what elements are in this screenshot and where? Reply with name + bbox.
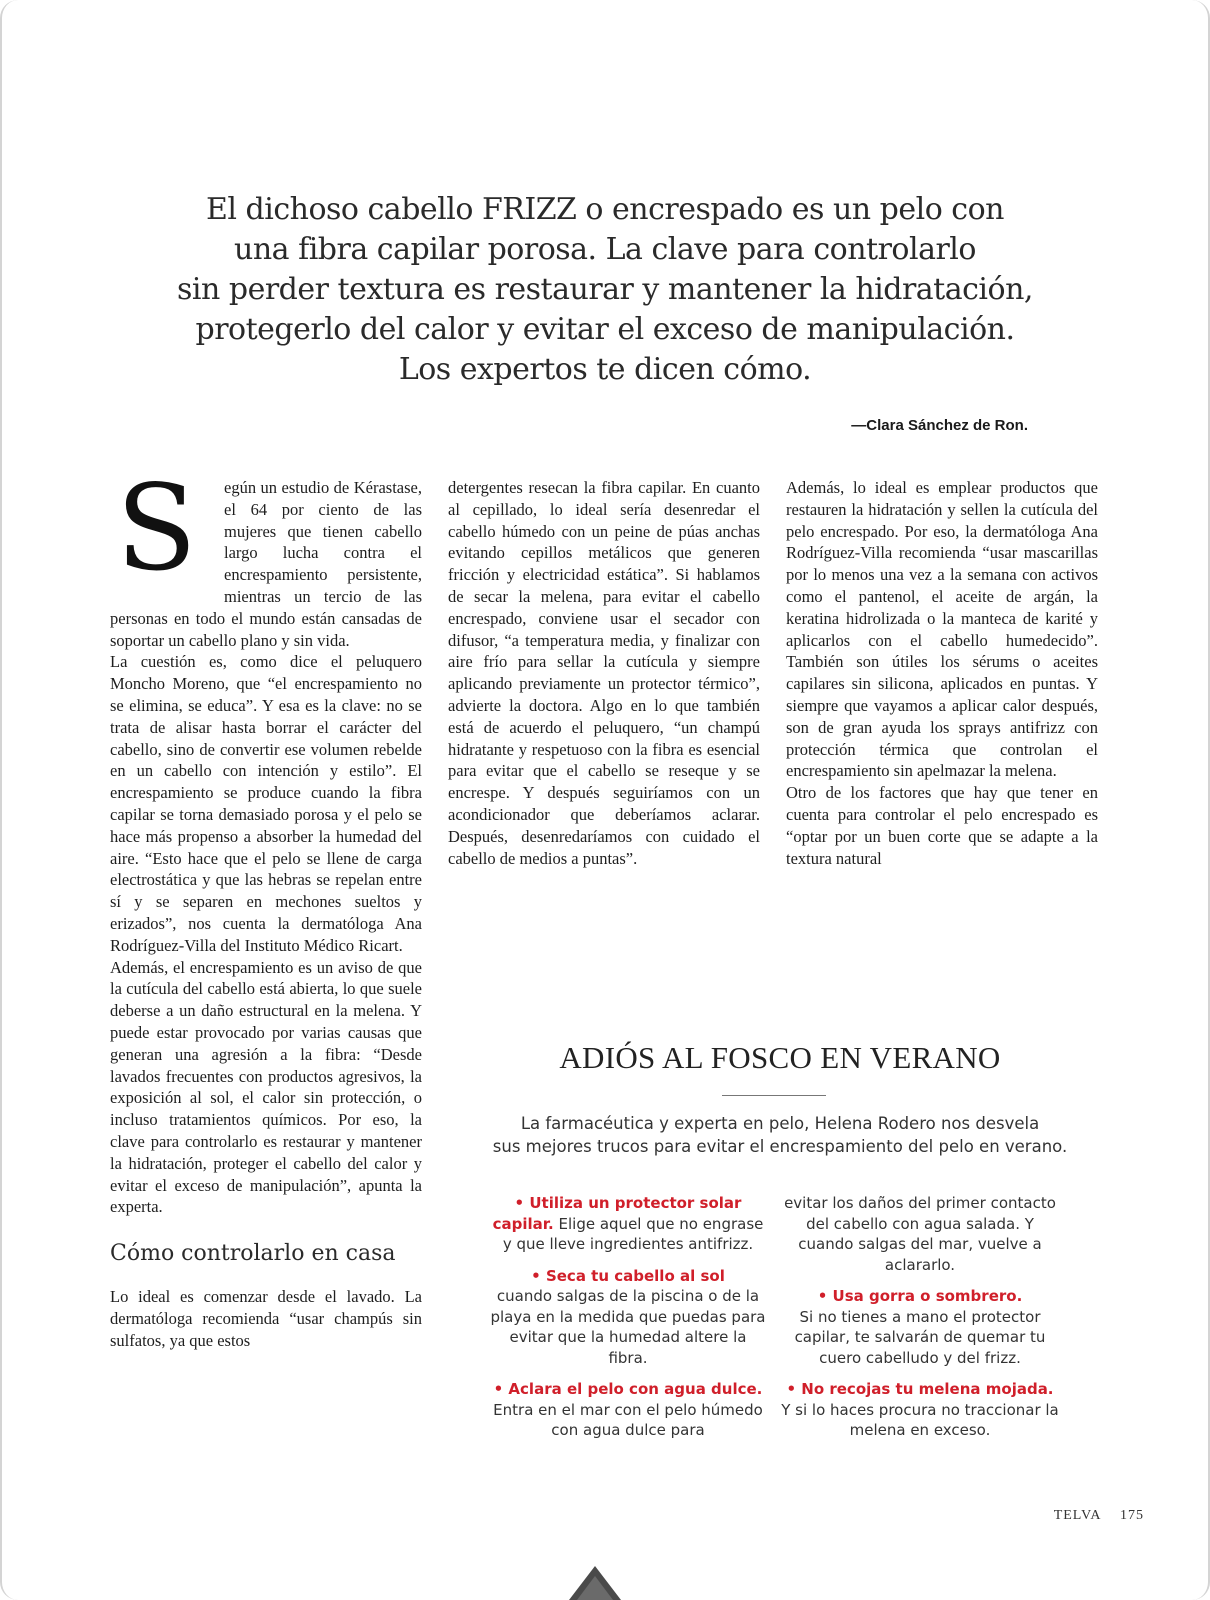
tip-item	[488, 1379, 768, 1441]
article-paragraph	[110, 459, 422, 651]
tip-heading: • Utiliza un protector solar capilar.	[492, 1194, 742, 1233]
tips-column-left	[488, 1193, 768, 1452]
tips-column-right	[780, 1193, 1060, 1452]
article-paragraph: Además, el encrespamiento es un aviso de que la cutícula del cabello está abierta, lo que suele deberse a un daño estructural en la melena. Y puede estar provocado por varias causas que generan una agresión a la fibra: “Desde lavados frecuentes con productos agresivos, la exposición al sol, el calor sin protección, o incluso tratamientos químicos. Por eso, la clave para controlarlo es restaurar y mantener la hidratación, proteger el cabello del calor y evitar el exceso de manipulación”, apunta la experta.	[110, 957, 422, 1217]
intro-line: una fibra capilar porosa. La clave para controlarlo	[234, 232, 976, 267]
page-footer	[1054, 1508, 1144, 1524]
tip-body: Si no tienes a mano el protector capilar, te salvarán de quemar tu cuero cabelludo y del frizz.	[794, 1307, 1046, 1367]
tip-body: Y si lo haces procura no traccionar la melena en exceso.	[781, 1400, 1059, 1439]
paragraph-text: egún un estudio de Kérastase, el 64 por ciento de las mujeres que tienen cabello largo lucha contra el encrespamiento persistente, mientras un tercio de las personas en todo el mundo están cansadas de soportar un cabello plano y sin vida.	[110, 478, 422, 650]
intro-line: sin perder textura es restaurar y mantener la hidratación,	[177, 272, 1033, 307]
tip-body: cuando salgas de la piscina o de la playa en la medida que puedas para evitar que la humedad altere la fibra.	[490, 1287, 766, 1367]
tip-item	[780, 1286, 1060, 1368]
intro-line: El dichoso cabello FRIZZ o encrespado es un pelo con	[206, 192, 1004, 227]
tip-heading: • Usa gorra o sombrero.	[817, 1287, 1023, 1305]
tip-body: Entra en el mar con el pelo húmedo con agua dulce para	[493, 1400, 763, 1439]
title-divider	[722, 1095, 826, 1096]
tip-item	[780, 1379, 1060, 1441]
tip-item	[488, 1193, 768, 1255]
sidebar-box-title: ADIÓS AL FOSCO EN VERANO	[559, 1040, 1001, 1075]
magazine-name: TELVA	[1053, 1508, 1102, 1523]
drop-cap: S	[116, 459, 197, 597]
sidebar-box-intro	[490, 1112, 1070, 1158]
up-arrow-icon[interactable]	[565, 1560, 625, 1600]
tip-body: evitar los daños del primer contacto del cabello con agua salada. Y cuando salgas del mar, vuelve a aclararlo.	[784, 1194, 1056, 1274]
tip-heading: • Seca tu cabello al sol	[531, 1266, 725, 1285]
intro-paragraph	[150, 190, 1060, 390]
article-column-1	[110, 459, 422, 1351]
intro-line: protegerlo del calor y evitar el exceso de manipulación.	[195, 312, 1015, 347]
intro-line: La farmacéutica y experta en pelo, Helena Rodero nos desvela	[520, 1114, 1040, 1133]
page-number: 175	[1120, 1508, 1144, 1523]
author-byline: —Clara Sánchez de Ron.	[851, 417, 1028, 434]
article-paragraph: La cuestión es, como dice el peluquero Moncho Moreno, que “el encrespamiento no se elimina, se educa”. Y esa es la clave: no se trata de alisar hasta borrar el carácter del cabello, sino de convertir ese volumen rebelde en un cabello con intención y estilo”. El encrespamiento se produce cuando la fibra capilar se torna demasiado porosa y el pelo se hace más propenso a absorber la humedad del aire. “Esto hace que el pelo se llene de carga electrostática y que las hebras se repelan entre sí y se separen en mechones sueltos y erizados”, nos cuenta la dermatóloga Ana Rodríguez-Villa del Instituto Médico Ricart.	[110, 652, 422, 955]
tip-heading: • Aclara el pelo con agua dulce.	[493, 1380, 763, 1398]
intro-line: sus mejores trucos para evitar el encrespamiento del pelo en verano.	[492, 1137, 1068, 1156]
tip-heading: • No recojas tu melena mojada.	[786, 1380, 1054, 1398]
section-subheading: Cómo controlarlo en casa	[110, 1241, 396, 1267]
article-paragraph: Otro de los factores que hay que tener en cuenta para controlar el pelo encrespado es “optar por un buen corte que se adapte a la textura natural	[786, 783, 1098, 868]
article-paragraph: detergentes resecan la fibra capilar. En cuanto al cepillado, lo ideal sería desenredar el cabello húmedo con un peine de púas anchas evitando cepillos metálicos que generen fricción y electricidad estática”. Si hablamos de secar la melena, para evitar el cabello encrespado, conviene usar el secador con difusor, “a temperatura media, y finalizar con aire frío para sellar la cutícula y siempre aplicando previamente un protector térmico”, advierte la doctora. Algo en lo que también está de acuerdo el peluquero, “un champú hidratante y respetuoso con la fibra es esencial para evitar que el cabello se reseque y se encrespe. Y después seguiríamos con un acondicionador que deberíamos aclarar. Después, desenredaríamos con cuidado el cabello de medios a puntas”.	[448, 478, 760, 868]
article-paragraph: Lo ideal es comenzar desde el lavado. La dermatóloga recomienda “usar champús sin sulfatos, ya que estos	[110, 1287, 422, 1350]
article-column-3	[786, 477, 1098, 869]
article-paragraph: Además, lo ideal es emplear productos que restauren la hidratación y sellen la cutícula del pelo encrespado. Por eso, la dermatóloga Ana Rodríguez-Villa recomienda “usar mascarillas por lo menos una vez a la semana con activos como el pantenol, el aceite de argán, la keratina hidrolizada o la manteca de karité y aplicarlos con el cabello humedecido”. También son útiles los sérums o aceites capilares sin silicona, aplicados en puntas. Y siempre que vayamos a aplicar calor después, son de gran ayuda los sprays antifrizz con protección térmica que controlan el encrespamiento sin apelmazar la melena.	[786, 478, 1098, 781]
tip-item	[780, 1193, 1060, 1275]
tip-body: Elige aquel que no engrase y que lleve ingredientes antifrizz.	[502, 1214, 764, 1253]
tip-item	[488, 1266, 768, 1369]
article-column-2	[448, 477, 760, 869]
intro-line: Los expertos te dicen cómo.	[398, 352, 812, 387]
